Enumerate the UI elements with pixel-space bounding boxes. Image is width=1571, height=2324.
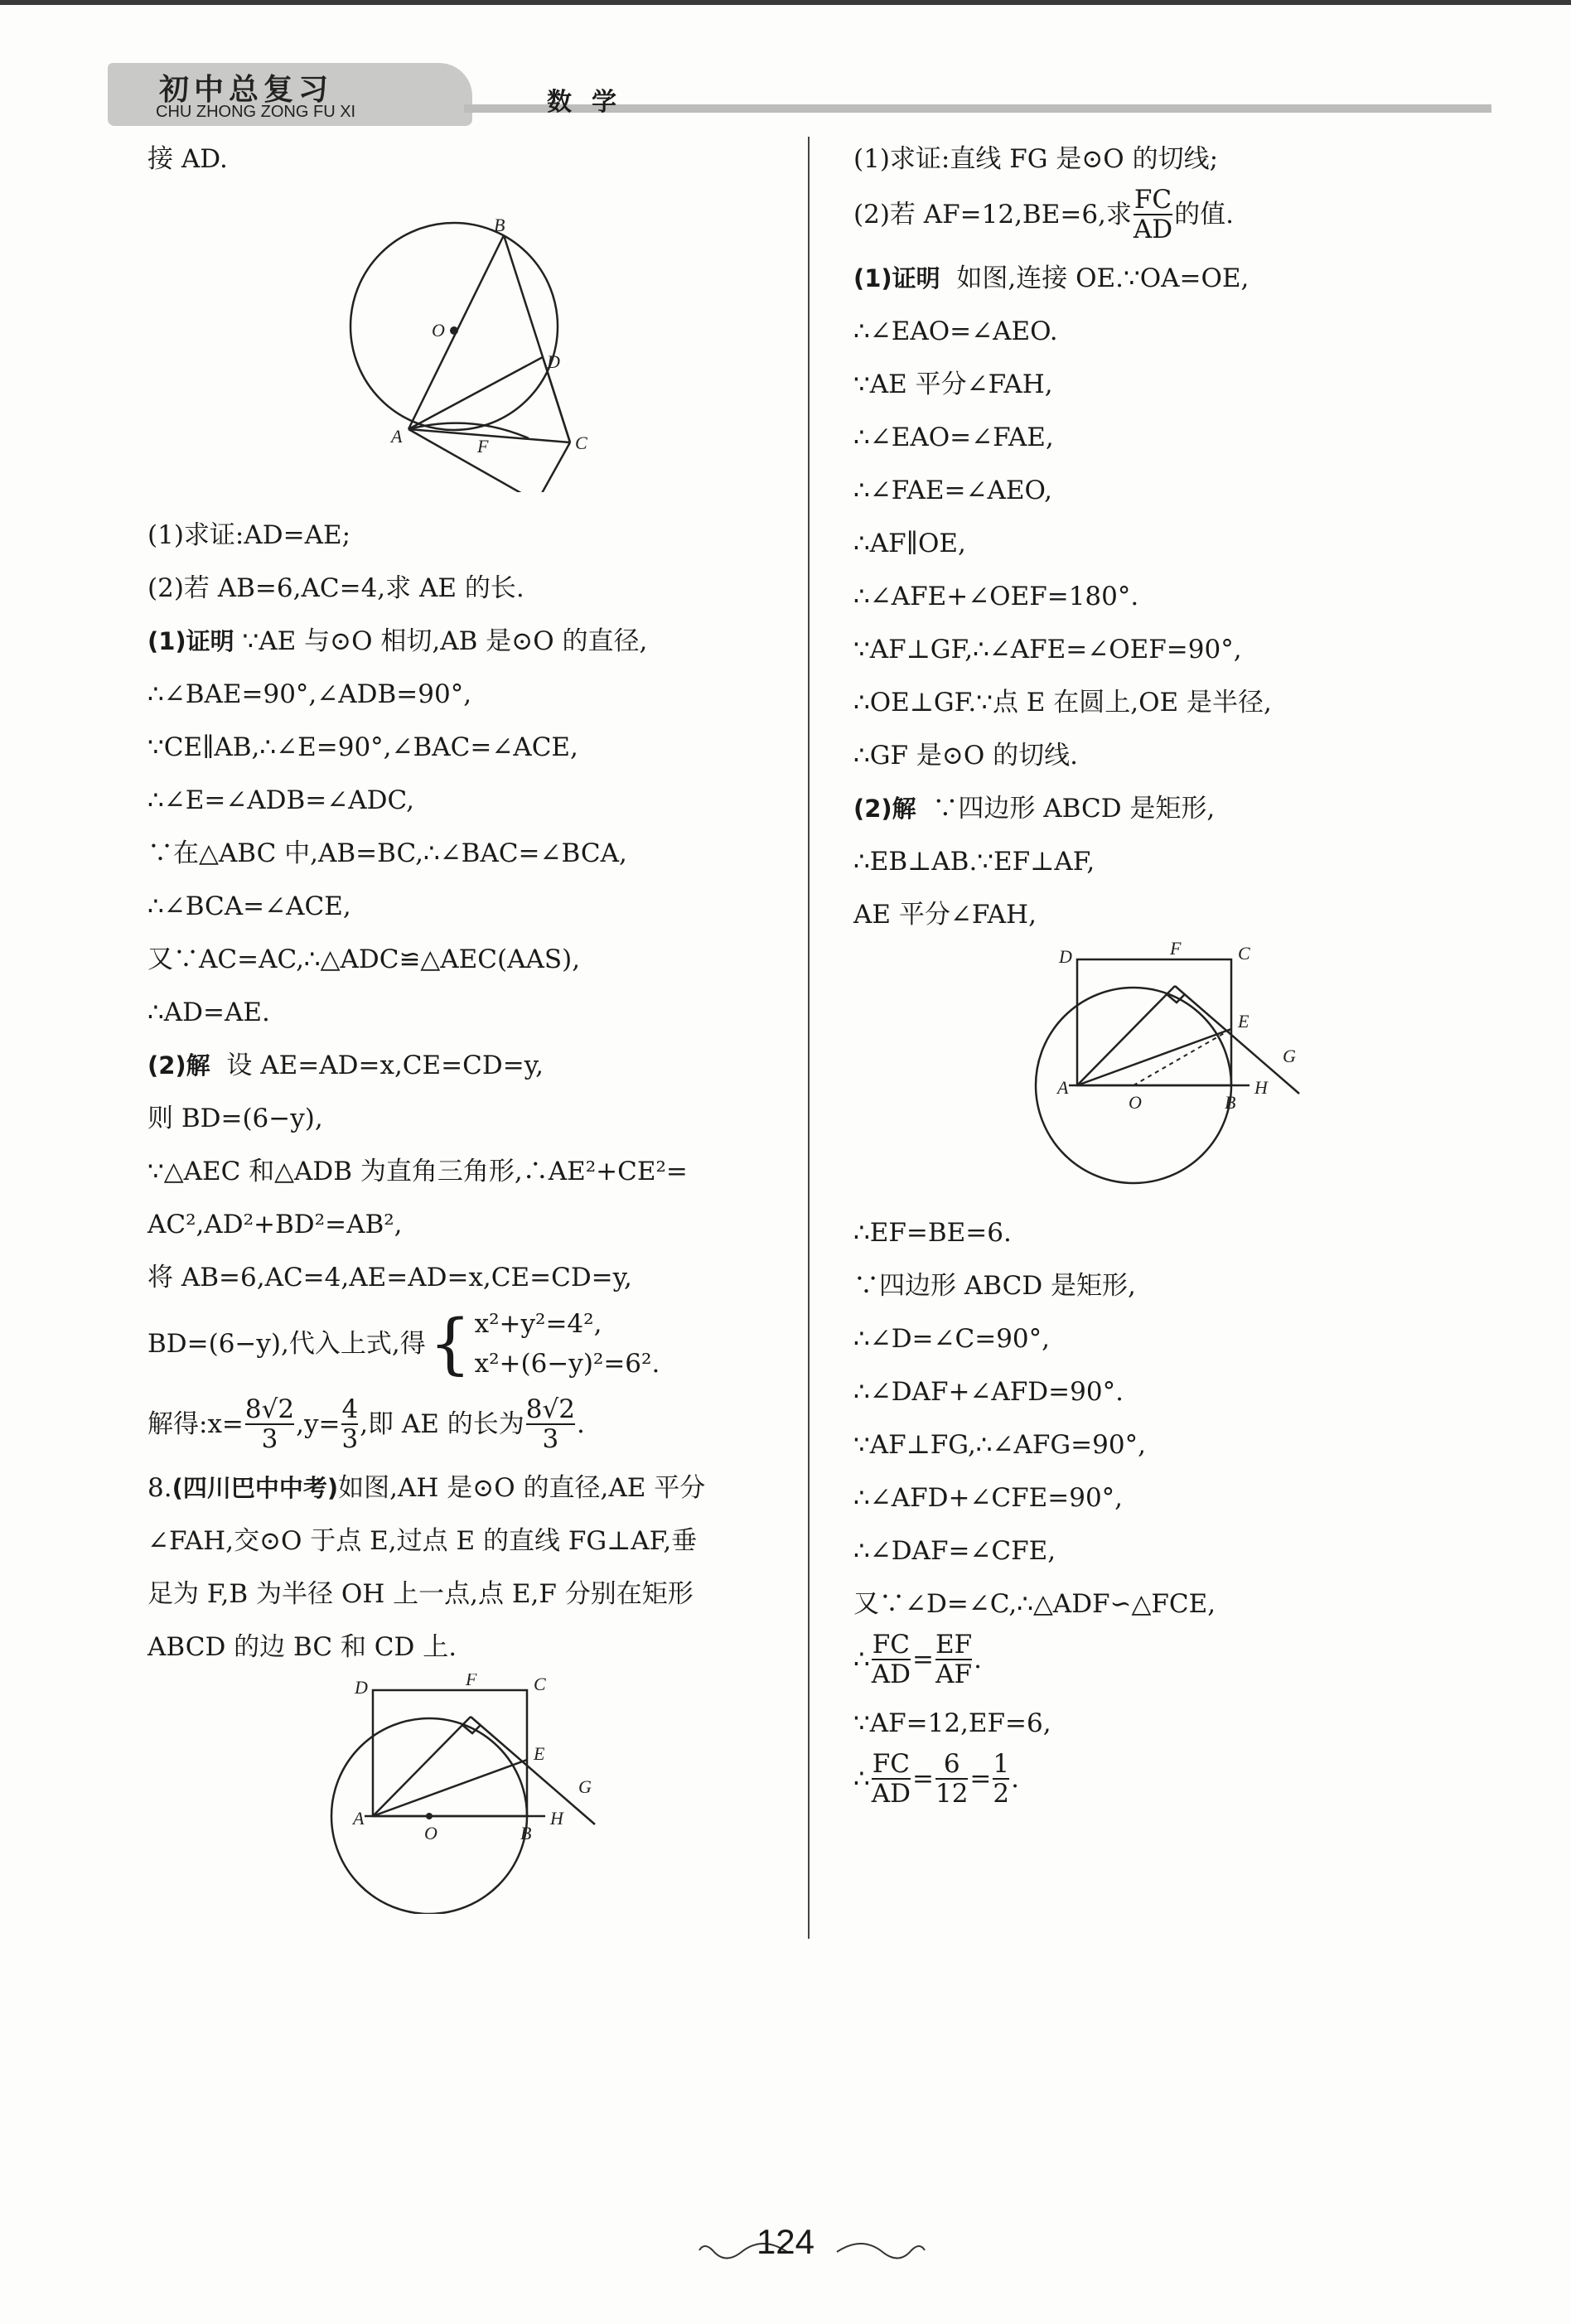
page-header (108, 63, 1491, 126)
label-D: D (547, 351, 560, 372)
solution-line: AE 平分∠FAH, (853, 900, 1037, 930)
page-ornament-right (829, 2235, 928, 2268)
svg-text:E: E (1238, 1011, 1250, 1032)
svg-text:A: A (1057, 1077, 1069, 1098)
svg-text:H: H (1254, 1077, 1268, 1098)
question-line: (1)求证:直线 FG 是⊙O 的切线; (853, 144, 1219, 174)
svg-text:H: H (550, 1808, 563, 1829)
solution-tag: (2)解 (147, 1051, 210, 1080)
label-B: B (494, 215, 505, 235)
solution-line: ∵△AEC 和△ADB 为直角三角形,∴AE²+CE²= (147, 1157, 688, 1186)
proof-line: (1)证明 如图,连接 OE.∵OA=OE, (853, 263, 1250, 293)
proof-line: ∴AF∥OE, (853, 529, 966, 558)
svg-text:F: F (466, 1674, 477, 1689)
svg-text:D: D (1059, 946, 1072, 967)
svg-text:E: E (534, 1743, 545, 1764)
proof-line: ∴AD=AE. (147, 998, 270, 1027)
svg-text:F: F (1170, 941, 1182, 959)
text-line: 接 AD. (147, 144, 228, 174)
proof-line: ∴∠E=∠ADB=∠ADC, (147, 785, 414, 815)
solution-line: ∴∠D=∠C=90°, (853, 1324, 1050, 1354)
proof-line: ∴OE⊥GF.∵点 E 在圆上,OE 是半径, (853, 688, 1272, 717)
problem-8-line: 足为 F,B 为半径 OH 上一点,点 E,F 分别在矩形 (147, 1579, 694, 1609)
solution-line: ∵四边形 ABCD 是矩形, (853, 1271, 1136, 1301)
solution-line: ∴∠DAF=∠CFE, (853, 1536, 1056, 1566)
proof-line: ∴GF 是⊙O 的切线. (853, 741, 1078, 771)
solution-line: ∵AF=12,EF=6, (853, 1708, 1051, 1738)
proof-line: ∴∠BCA=∠ACE, (147, 891, 351, 921)
solution-line: ∴∠DAF+∠AFD=90°. (853, 1377, 1124, 1407)
solution-line: (2)解 设 AE=AD=x,CE=CD=y, (147, 1051, 544, 1080)
book-subtitle: CHU ZHONG ZONG FU XI (156, 103, 356, 121)
proof-line: ∵在△ABC 中,AB=BC,∴∠BAC=∠BCA, (147, 838, 627, 868)
svg-text:G: G (1283, 1046, 1296, 1066)
proof-line: ∵AE 平分∠FAH, (853, 370, 1053, 399)
proof-line: ∴∠AFE+∠OEF=180°. (853, 582, 1139, 611)
right-column (853, 133, 1533, 1816)
solution-result-line: 解得:x= $\frac{8√2}{3}$ ,y= $\frac{4}{3}$ ,即 AE 的长为 $\frac{8√2}{3}$ . (147, 1394, 585, 1454)
figure-rectangle-circle-left (147, 1674, 794, 1914)
question-2: (2)若 AB=6,AC=4,求 AE 的长. (147, 573, 524, 603)
svg-text:C: C (1238, 943, 1250, 964)
equation-system-line: BD=(6−y),代入上式,得{ x²+y²=4², x²+(6−y)²=6². (147, 1305, 660, 1382)
question-1: (1)求证:AD=AE; (147, 520, 351, 550)
problem-8-line: ABCD 的边 BC 和 CD 上. (147, 1632, 457, 1662)
page-number: 124 (756, 2222, 815, 2261)
problem-source: (四川巴中中考) (172, 1474, 339, 1502)
equation-1: x²+y²=4², (474, 1309, 602, 1339)
top-border (0, 0, 1571, 5)
left-column (147, 133, 794, 1914)
label-A: A (391, 426, 403, 447)
svg-text:O: O (424, 1823, 437, 1843)
figure-rectangle-circle-right (853, 941, 1533, 1190)
proof-line: ∴∠BAE=90°,∠ADB=90°, (147, 679, 472, 709)
svg-text:B: B (1225, 1092, 1236, 1113)
proof-tag: (1)证明 (853, 264, 940, 292)
solution-line: ∴∠AFD+∠CFE=90°, (853, 1483, 1124, 1513)
label-O: O (432, 320, 445, 341)
problem-8-line: ∠FAH,交⊙O 于点 E,过点 E 的直线 FG⊥AF,垂 (147, 1526, 698, 1556)
problem-8-line: 8.(四川巴中中考)如图,AH 是⊙O 的直径,AE 平分 (147, 1473, 706, 1503)
figure-circle-triangle (147, 186, 794, 492)
label-C: C (575, 432, 587, 453)
svg-text:B: B (520, 1823, 532, 1843)
equation-2: x²+(6−y)²=6². (474, 1349, 660, 1379)
proof-line: ∴∠FAE=∠AEO, (853, 476, 1052, 505)
proof-line: ∴∠EAO=∠FAE, (853, 423, 1054, 452)
label-F: F (477, 436, 489, 457)
question-line: (2)若 AF=12,BE=6,求 $\frac{FC}{AD}$ 的值. (853, 185, 1235, 244)
svg-text:G: G (578, 1776, 592, 1797)
proof-line: ∴∠EAO=∠AEO. (853, 316, 1058, 346)
answer-line: ∴ $\frac{FC}{AD}$ = $\frac{6}{12}$ = $\frac{1}{2}$ . (853, 1749, 1019, 1809)
solution-line: 又∵∠D=∠C,∴△ADF∽△FCE, (853, 1589, 1216, 1619)
book-title: 初中总复习 (159, 73, 334, 107)
svg-text:A: A (353, 1808, 365, 1829)
solution-line: (2)解 ∵四边形 ABCD 是矩形, (853, 794, 1216, 824)
solution-line: 则 BD=(6−y), (147, 1104, 323, 1133)
solution-line: 将 AB=6,AC=4,AE=AD=x,CE=CD=y, (147, 1263, 632, 1292)
proof-line: ∵AF⊥GF,∴∠AFE=∠OEF=90°, (853, 635, 1242, 664)
proof-line: (1)证明 ∵AE 与⊙O 相切,AB 是⊙O 的直径, (147, 626, 648, 656)
solution-line: ∴EF=BE=6. (853, 1218, 1012, 1248)
svg-text:C: C (534, 1674, 546, 1694)
proof-tag: (1)证明 (147, 627, 234, 655)
solution-tag: (2)解 (853, 795, 916, 823)
column-divider (808, 137, 810, 1939)
ratio-line: ∴ $\frac{FC}{AD}$ = $\frac{EF}{AF}$ . (853, 1630, 982, 1689)
proof-line: 又∵AC=AC,∴△ADC≌△AEC(AAS), (147, 945, 581, 974)
solution-line: AC²,AD²+BD²=AB², (147, 1210, 403, 1239)
svg-text:O: O (1129, 1092, 1142, 1113)
solution-line: ∴EB⊥AB.∵EF⊥AF, (853, 847, 1095, 877)
solution-line: ∵AF⊥FG,∴∠AFG=90°, (853, 1430, 1146, 1460)
proof-line: ∵CE∥AB,∴∠E=90°,∠BAC=∠ACE, (147, 732, 578, 762)
svg-text:D: D (355, 1677, 368, 1698)
subject-label: 数学 (547, 88, 636, 117)
